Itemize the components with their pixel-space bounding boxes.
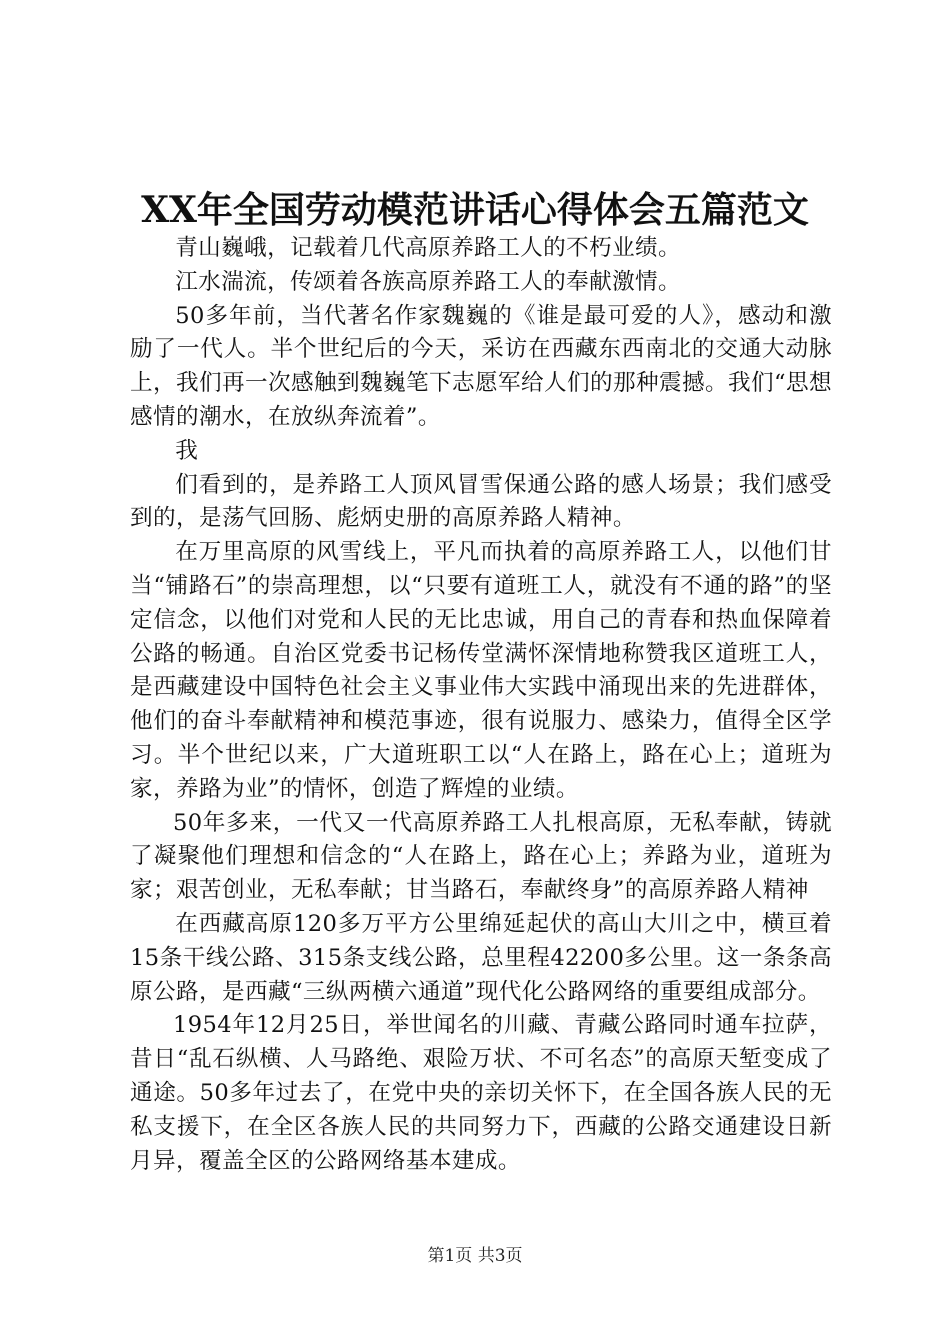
document-title: XX年全国劳动模范讲话心得体会五篇范文 — [141, 189, 809, 231]
paragraph-7: 50年多来，一代又一代高原养路工人扎根高原，无私奉献，铸就了凝聚他们理想和信念的“人在路上，路在心上；养路为业，道班为家；艰苦创业，无私奉献；甘当路石，奉献终身”的高原养路人精神 — [130, 809, 832, 904]
document-body — [130, 232, 832, 1178]
paragraph-1: 青山巍峨，记载着几代高原养路工人的不朽业绩。 — [175, 235, 682, 261]
paragraph-6: 在万里高原的风雪线上，平凡而执着的高原养路工人，以他们甘当“铺路石”的崇高理想，以“只要有道班工人，就没有不通的路”的坚定信念，以他们对党和人民的无比忠诚，用自己的青春和热血保障着公路的畅通。自治区党委书记杨传堂满怀深情地称赞我区道班工人，是西藏建设中国特色社会主义事业伟大实践中涌现出来的先进群体，他们的奋斗奉献精神和模范事迹，很有说服力、感染力，值得全区学习。半个世纪以来，广大道班职工以“人在路上，路在心上；道班为家，养路为业”的情怀，创造了辉煌的业绩。 — [130, 539, 832, 802]
paragraph-9: 1954年12月25日，举世闻名的川藏、青藏公路同时通车拉萨，昔日“乱石纵横、人马路绝、艰险万状、不可名态”的高原天堑变成了通途。50多年过去了，在党中央的亲切关怀下，在全国各族人民的无私支援下，在全区各族人民的共同努力下，西藏的公路交通建设日新月异，覆盖全区的公路网络基本建成。 — [130, 1012, 832, 1174]
paragraph-3: 50多年前，当代著名作家魏巍的《谁是最可爱的人》，感动和激励了一代人。半个世纪后的今天，采访在西藏东西南北的交通大动脉上，我们再一次感触到魏巍笔下志愿军给人们的那种震撼。我们“思想感情的潮水，在放纵奔流着”。 — [130, 302, 832, 430]
paragraph-2: 江水湍流，传颂着各族高原养路工人的奉献激情。 — [175, 268, 682, 295]
page-footer: 第1页 共3页 — [427, 1246, 523, 1266]
paragraph-8: 在西藏高原120多万平方公里绵延起伏的高山大川之中，横亘着15条干线公路、315条支线公路，总里程42200多公里。这一条条高原公路，是西藏“三纵两横六通道”现代化公路网络的重要组成部分。 — [130, 910, 832, 1005]
paragraph-4: 我 — [175, 437, 199, 464]
paragraph-5: 们看到的，是养路工人顶风冒雪保通公路的感人场景；我们感受到的，是荡气回肠、彪炳史册的高原养路人精神。 — [130, 471, 832, 532]
